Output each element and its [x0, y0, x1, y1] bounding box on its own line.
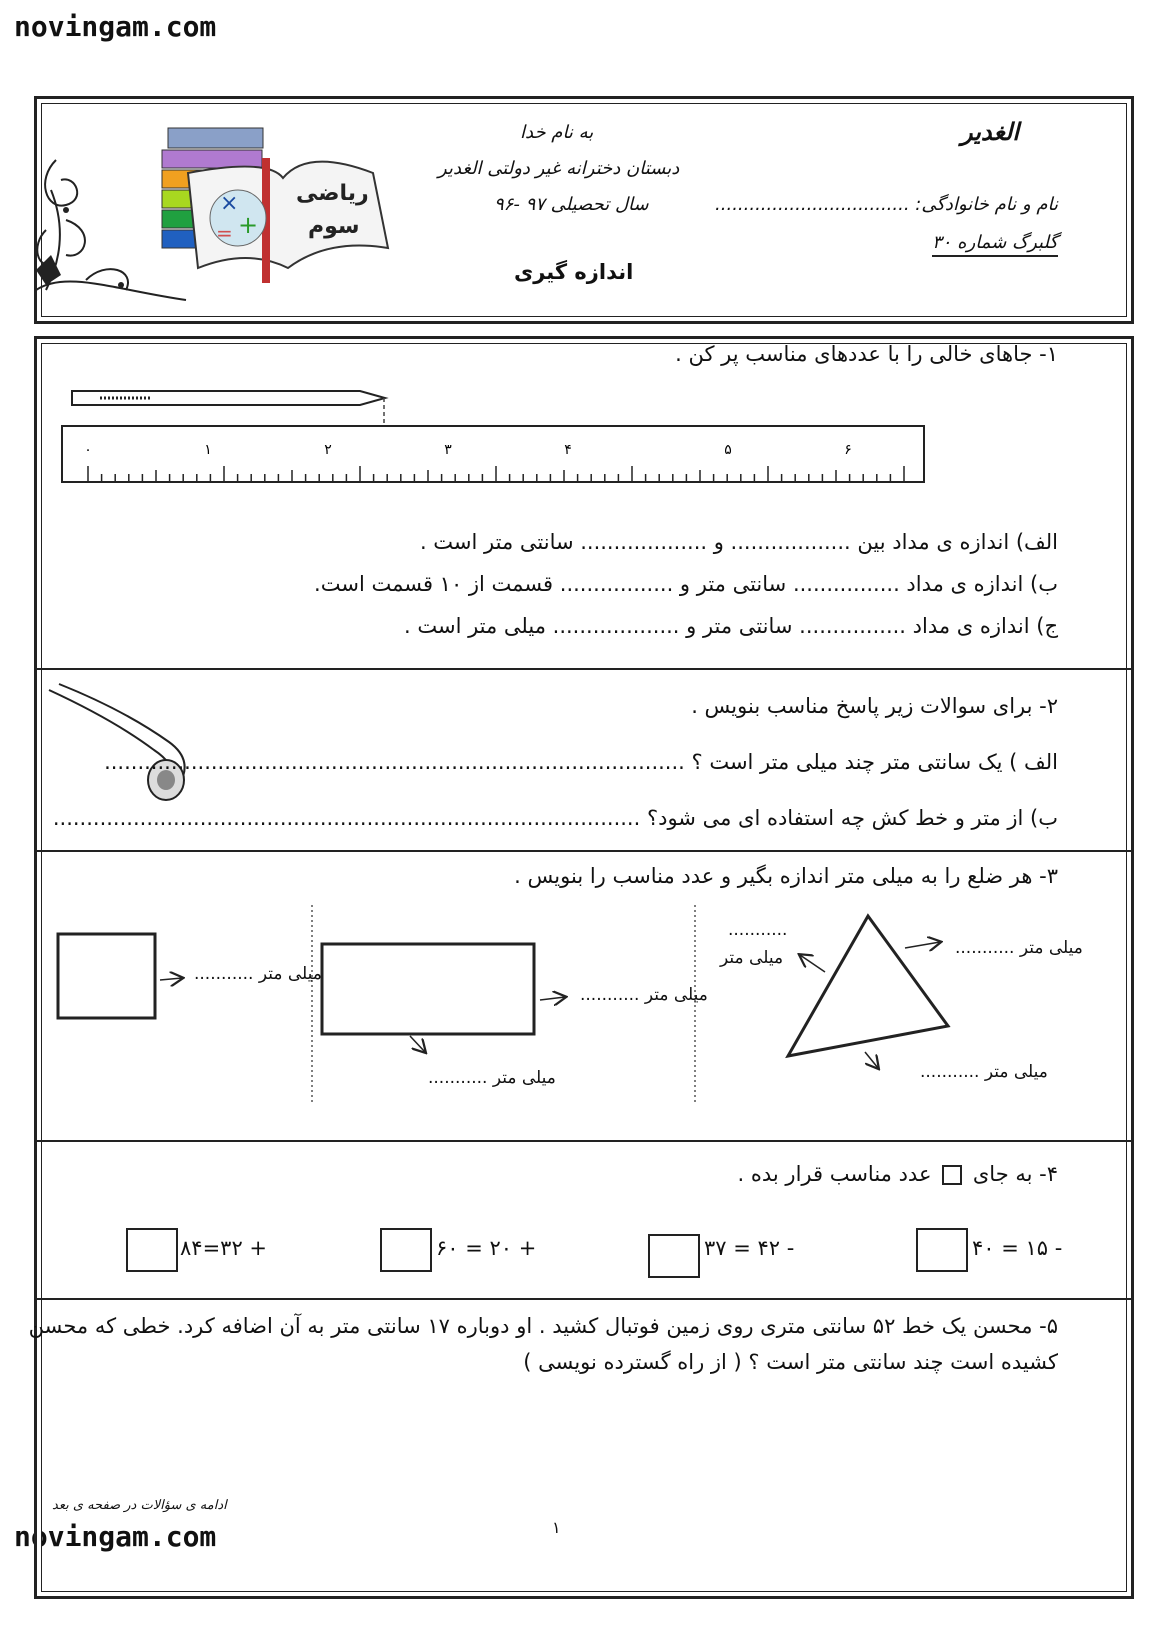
- equation-1: - ۱۵ = ۴۰: [972, 1236, 1063, 1260]
- ruler-label: ۲: [324, 442, 332, 458]
- page-number: ۱: [552, 1518, 561, 1537]
- svg-text:×: ×: [220, 191, 239, 216]
- q2-title: ۲- برای سوالات زیر پاسخ مناسب بنویس .: [691, 694, 1058, 718]
- svg-text:سوم: سوم: [308, 214, 360, 239]
- student-name-field[interactable]: نام و نام خانوادگی: ..................................: [715, 194, 1058, 215]
- q4-title: ۴- به جای عدد مناسب قرار بده .: [737, 1162, 1058, 1186]
- triangle-left-dots: ...........: [728, 920, 788, 940]
- ruler-label: ۳: [444, 442, 452, 458]
- q1-part-a: الف) اندازه ی مداد بین .................. و ................... سانتی متر است .: [419, 530, 1058, 554]
- q2-part-a: الف ) یک سانتی متر چند میلی متر است ؟ .......................................................................................: [104, 750, 1058, 774]
- worksheet-topic: اندازه گیری: [514, 260, 634, 284]
- school-name: دبستان دخترانه غیر دولتی الغدیر: [438, 158, 680, 179]
- answer-box-1[interactable]: [916, 1228, 968, 1272]
- divider: [37, 850, 1131, 852]
- ruler-label: ۴: [564, 442, 572, 458]
- svg-text:+: +: [238, 211, 259, 239]
- triangle-shape: [788, 916, 948, 1056]
- school-year: سال تحصیلی ۹۷ -۹۶: [494, 194, 649, 215]
- tape-measure-icon: [44, 680, 194, 805]
- equation-2: - ۴۲ = ۳۷: [704, 1236, 795, 1260]
- q5-line-1: ۵- محسن یک خط ۵۲ سانتی متری روی زمین فوتبال کشید . او دوباره ۱۷ سانتی متر به آن اضافه کرد. خطی که محسن: [28, 1314, 1058, 1338]
- school-logo: الغدیر: [960, 118, 1020, 146]
- ruler-label: ۶: [844, 442, 852, 458]
- ruler-label: ۰: [84, 442, 92, 458]
- q1-title: ۱- جاهای خالی را با عددهای مناسب پر کن .: [675, 342, 1058, 366]
- sheet-number: گلبرگ شماره ۳۰: [932, 232, 1058, 257]
- ruler-icon: [60, 424, 926, 488]
- svg-text:=: =: [216, 221, 233, 245]
- ruler-label: ۱: [204, 442, 212, 458]
- triangle-right-label: میلی متر ...........: [955, 938, 1083, 958]
- math-book-icon: [158, 118, 393, 293]
- square-shape: [58, 934, 155, 1018]
- q1-part-b: ب) اندازه ی مداد ................ سانتی متر و ................. قسمت از ۱۰ قسمت است.: [314, 572, 1058, 596]
- triangle-bottom-label: میلی متر ...........: [920, 1062, 1048, 1082]
- q2-part-b: ب) از متر و خط کش چه استفاده ای می شود؟ ........................................................................................: [52, 806, 1058, 830]
- divider: [37, 1298, 1131, 1300]
- bismillah: به نام خدا: [520, 122, 594, 143]
- watermark-top: novingam.com: [14, 10, 217, 43]
- watermark-bottom: novingam.com: [14, 1520, 217, 1553]
- rect-side-label: میلی متر ...........: [580, 985, 708, 1005]
- ruler-label: ۵: [724, 442, 732, 458]
- continue-note: ادامه ی سؤالات در صفحه ی بعد: [52, 1498, 227, 1513]
- blank-box-icon: [942, 1165, 962, 1185]
- triangle-left-label: میلی متر: [720, 948, 784, 968]
- rect-bottom-label: میلی متر ...........: [428, 1068, 556, 1088]
- answer-box-2[interactable]: [648, 1234, 700, 1278]
- square-side-label: میلی متر ...........: [194, 964, 322, 984]
- answer-box-3[interactable]: [380, 1228, 432, 1272]
- q1-part-c: ج) اندازه ی مداد ................ سانتی متر و ................... میلی متر است .: [404, 614, 1058, 638]
- pencil-icon: [70, 388, 390, 414]
- divider: [37, 668, 1131, 670]
- rectangle-shape: [322, 944, 534, 1034]
- divider: [37, 1140, 1131, 1142]
- equation-4: + ۳۲=۸۴: [180, 1236, 268, 1260]
- q5-line-2: کشیده است چند سانتی متر است ؟ ( از راه گسترده نویسی ): [523, 1350, 1058, 1374]
- equation-3: + ۲۰ = ۶۰: [436, 1236, 537, 1260]
- answer-box-4[interactable]: [126, 1228, 178, 1272]
- svg-text:ریاضی: ریاضی: [296, 181, 369, 206]
- q3-title: ۳- هر ضلع را به میلی متر اندازه بگیر و عدد مناسب را بنویس .: [514, 864, 1058, 888]
